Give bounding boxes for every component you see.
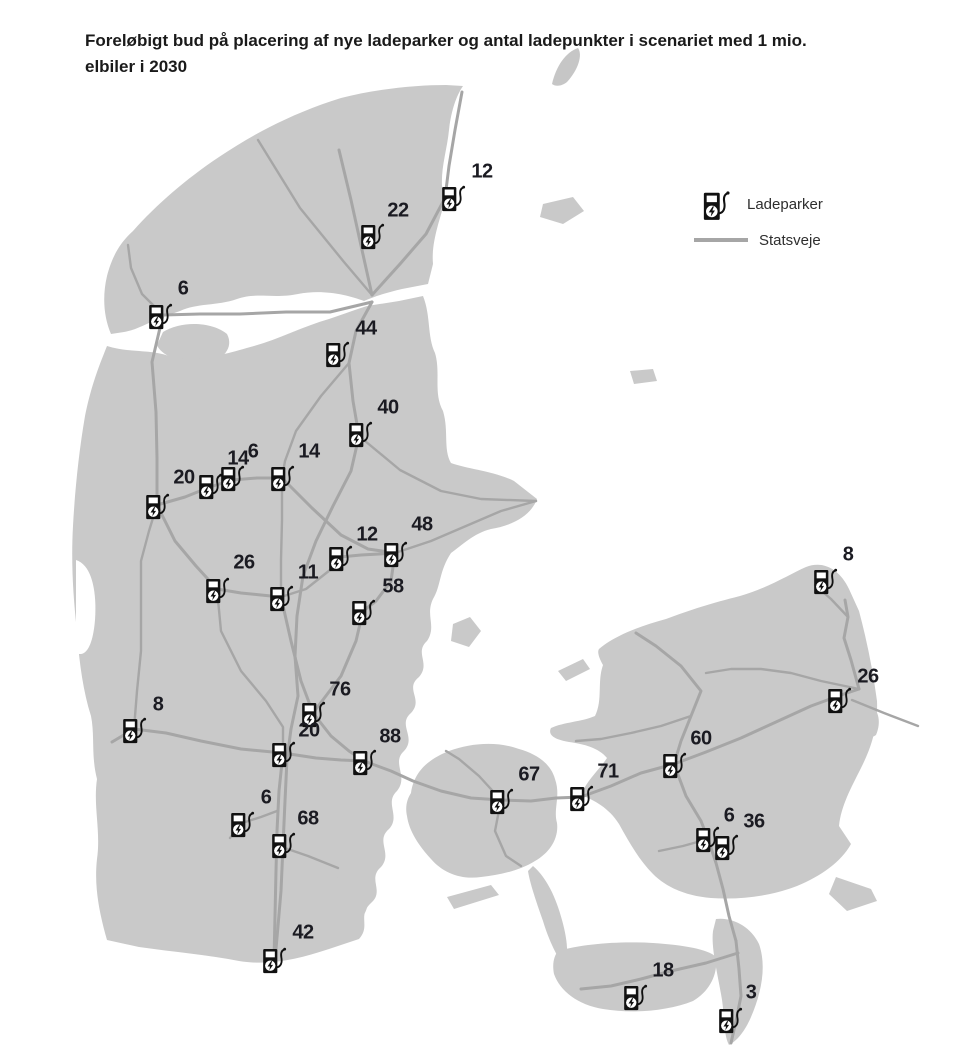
land-anholt [630, 369, 657, 384]
figure-title-line2: elbiler i 2030 [85, 57, 188, 76]
ladepark-count-label: 8 [842, 543, 854, 566]
ladepark-count-label: 6 [247, 440, 259, 463]
ladepark-marker charging-station-icon [325, 337, 350, 370]
ladepark-count-label: 26 [857, 665, 879, 688]
ladepark-count-label: 60 [690, 727, 712, 750]
ladepark-count-label: 20 [173, 466, 195, 489]
ladepark-marker charging-station-icon [122, 713, 147, 746]
ladepark-marker charging-station-icon [271, 828, 296, 861]
ladepark-count-label: 68 [297, 807, 319, 830]
ladepark-marker charging-station-icon [205, 573, 230, 606]
ladepark-count-label: 6 [177, 277, 189, 300]
ladepark-marker charging-station-icon [148, 299, 173, 332]
ladepark-count-label: 18 [652, 959, 674, 982]
ladepark-marker charging-station-icon [827, 683, 852, 716]
ladepark-marker charging-station-icon [270, 461, 295, 494]
ladepark-count-label: 76 [329, 678, 351, 701]
land-sejero [558, 659, 590, 681]
ladepark-count-label: 44 [355, 317, 377, 340]
road-line-icon [694, 238, 748, 242]
ladepark-marker charging-station-icon [623, 980, 648, 1013]
legend-label-statsveje: Statsveje [759, 231, 821, 249]
legend-item-statsveje [694, 227, 904, 253]
ladepark-count-label: 6 [260, 786, 272, 809]
ladepark-count-label: 14 [298, 440, 320, 463]
ladepark-marker charging-station-icon [383, 537, 408, 570]
ladepark-marker charging-station-icon [714, 830, 739, 863]
ladepark-marker charging-station-icon [220, 461, 245, 494]
land-north-jutland [104, 85, 463, 334]
ladepark-count-label: 14 [227, 447, 249, 470]
land-aero [447, 885, 499, 909]
ladepark-marker charging-station-icon [569, 781, 594, 814]
ladepark-marker charging-station-icon [351, 595, 376, 628]
land-laeso [540, 197, 584, 224]
ladepark-count-label: 48 [411, 513, 433, 536]
ladepark-count-label: 42 [292, 921, 314, 944]
ladepark-marker charging-station-icon [328, 541, 353, 574]
ladepark-marker charging-station-icon [145, 489, 170, 522]
map-legend [694, 183, 904, 253]
ladepark-count-label: 58 [382, 575, 404, 598]
ladepark-count-label: 20 [298, 719, 320, 742]
ladepark-marker charging-station-icon [662, 748, 687, 781]
ladepark-marker charging-station-icon [348, 417, 373, 450]
ladepark-marker charging-station-icon [262, 943, 287, 976]
ladepark-count-label: 11 [297, 561, 319, 584]
ladepark-marker charging-station-icon [360, 219, 385, 252]
ladepark-count-label: 22 [387, 199, 409, 222]
ladepark-count-label: 36 [743, 810, 765, 833]
ladepark-marker charging-station-icon [271, 737, 296, 770]
ladepark-count-label: 8 [152, 693, 164, 716]
land-mon [829, 877, 877, 911]
ladepark-marker charging-station-icon [813, 564, 838, 597]
ladepark-count-label: 12 [356, 523, 378, 546]
ladepark-count-label: 26 [233, 551, 255, 574]
ladepark-marker charging-station-icon [441, 181, 466, 214]
ladepark-count-label: 3 [745, 981, 757, 1004]
ladepark-count-label: 88 [379, 725, 401, 748]
ladepark-marker charging-station-icon [230, 807, 255, 840]
ladepark-count-label: 40 [377, 396, 399, 419]
figure-title [85, 28, 885, 80]
ladepark-count-label: 71 [597, 760, 619, 783]
ladepark-marker charging-station-icon [352, 745, 377, 778]
ladepark-marker charging-station-icon [718, 1003, 743, 1036]
ladepark-count-label: 12 [471, 160, 493, 183]
ladepark-count-label: 6 [723, 804, 735, 827]
legend-label-ladeparker: Ladeparker [747, 195, 823, 213]
charging-station-icon [702, 186, 730, 222]
ladepark-marker charging-station-icon [269, 581, 294, 614]
ladepark-marker charging-station-icon [489, 784, 514, 817]
ladepark-count-label: 67 [518, 763, 540, 786]
figure-title-line1: Foreløbigt bud på placering af nye ladeparker og antal ladepunkter i scenariet med 1 mio. [85, 31, 807, 50]
land-samso [451, 617, 481, 647]
legend-item-ladeparker [694, 183, 904, 225]
